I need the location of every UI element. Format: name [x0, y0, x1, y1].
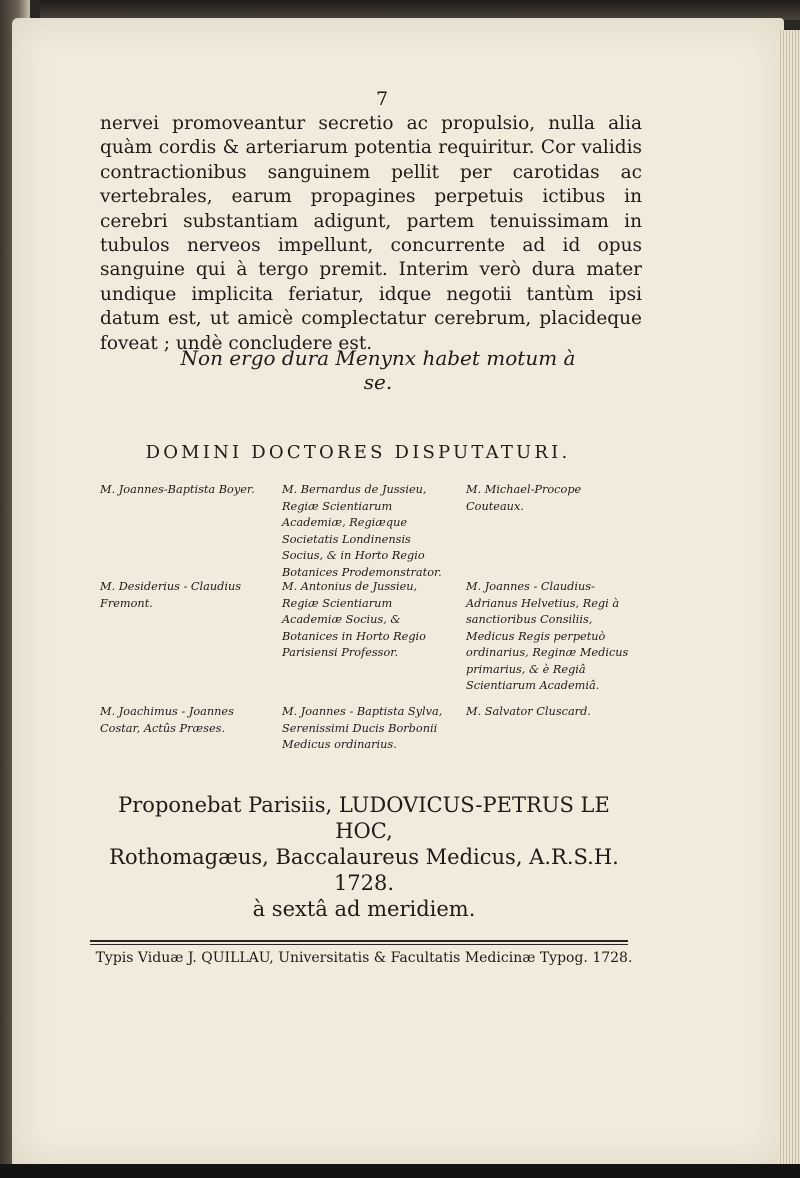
doctor-entry: M. Joachimus - Joannes Costar, Actûs Præses. — [100, 705, 234, 735]
doctor-entry: M. Desiderius - Claudius Fremont. — [100, 580, 242, 610]
proponent-line-3: à sextâ ad meridiem. — [252, 897, 476, 921]
page-stack-edge — [778, 30, 800, 1178]
thesis-conclusion: Non ergo dura Menynx habet motum à se. — [180, 346, 576, 394]
doctor-entry: M. Michael-Procope Couteaux. — [466, 483, 582, 513]
doctor-entry: M. Joannes - Claudius-Adrianus Helvetius, Regi à sanctioribus Consiliis, Medicus Regis perpetuò ordinarius, Reginæ Medicus primarius, & è Regiâ Scientiarum Academiâ. — [466, 580, 629, 692]
doctor-entry: M. Bernardus de Jussieu, Regiæ Scientiarum Academiæ, Regiæque Societatis Londinensis Socius, & in Horto Regio Botanices Prodemonstrator. — [282, 483, 442, 579]
doctor-entry: M. Joannes - Baptista Sylva, Serenissimi Ducis Borbonii Medicus ordinarius. — [282, 705, 443, 751]
doctor-entry: M. Salvator Cluscard. — [466, 705, 591, 718]
divider-rule-thin — [90, 944, 628, 945]
proponent-line-2: Rothomagæus, Baccalaureus Medicus, A.R.S.H. 1728. — [109, 845, 619, 895]
doctors-heading: DOMINI DOCTORES DISPUTATURI. — [145, 442, 571, 463]
book-top-edge — [40, 0, 800, 20]
proponent-block — [90, 792, 638, 922]
body-paragraph: nervei promoveantur secretio ac propulsio, nulla alia quàm cordis & arteriarum potentia requiritur. Cor validis contractionibus sanguinem pellit per carotidas ac vertebrales, earum propagines perpetuis ictibus in cerebri substantiam adigunt, partem tenuissimam in tubulos nerveos impellunt, concurrente ad id opus sanguine qui à tergo premit. Interim verò dura mater undique implicita feriatur, idque negotii tantùm ipsi datum est, ut amicè complectatur cerebrum, placideque foveat ; undè concludere est. — [100, 113, 642, 354]
bottom-edge — [0, 1164, 800, 1178]
proponent-line-1: Proponebat Parisiis, LUDOVICUS-PETRUS LE HOC, — [118, 793, 610, 843]
divider-rule — [90, 940, 628, 942]
doctor-entry: M. Antonius de Jussieu, Regiæ Scientiarum Academiæ Socius, & Botanices in Horto Regio Parisiensi Professor. — [282, 580, 426, 659]
printer-imprint: Typis Viduæ J. QUILLAU, Universitatis & Facultatis Medicinæ Typog. 1728. — [95, 950, 633, 966]
page-number: 7 — [376, 88, 389, 110]
doctor-entry: M. Joannes-Baptista Boyer. — [100, 483, 255, 496]
